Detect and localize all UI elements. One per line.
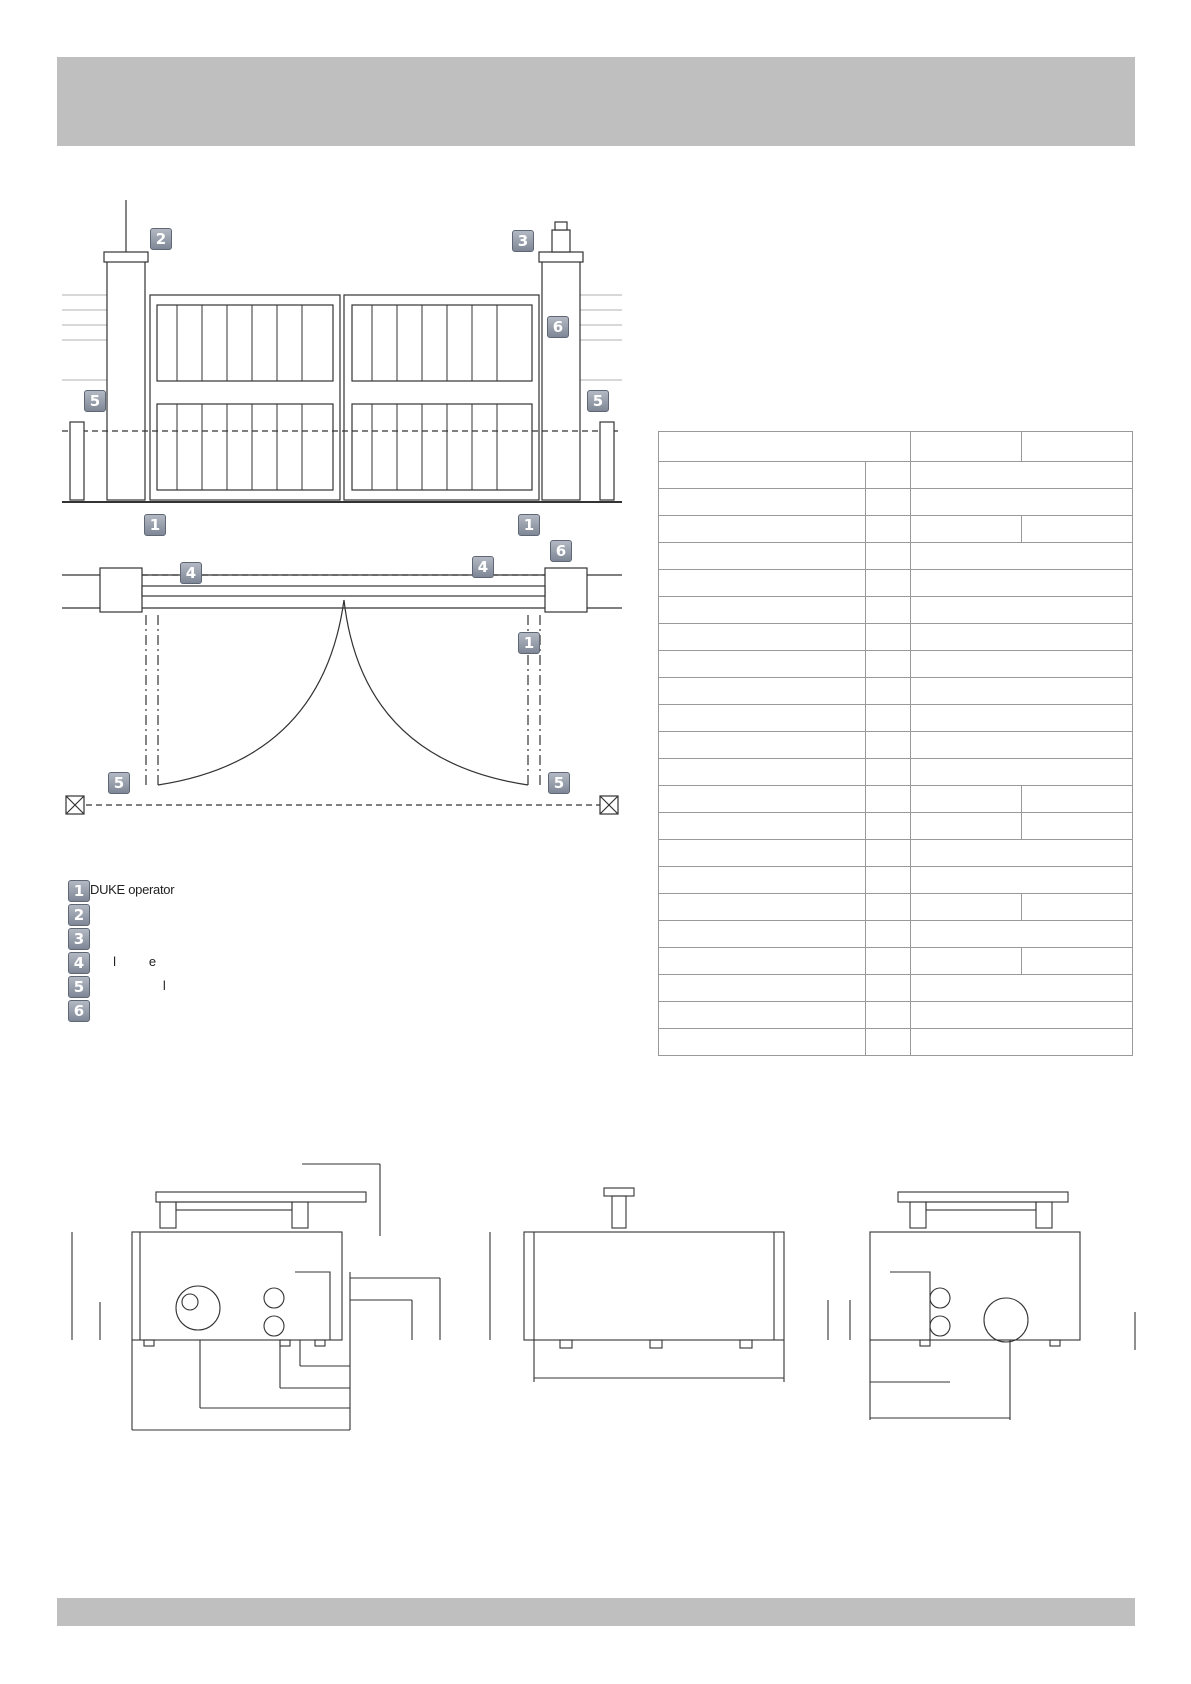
table-cell: [911, 705, 1133, 732]
table-cell: [1022, 813, 1133, 840]
table-cell: [659, 975, 866, 1002]
table-cell: [911, 597, 1133, 624]
table-cell: [911, 1029, 1133, 1056]
table-cell: [659, 759, 866, 786]
table-header-cell: [659, 432, 911, 462]
header-band: [57, 57, 1135, 146]
callout-1: 1: [144, 514, 166, 536]
callout-3: 3: [512, 230, 534, 252]
legend-badge: 4: [68, 952, 90, 974]
callout-2: 2: [150, 228, 172, 250]
table-cell: [866, 759, 911, 786]
table-cell: [1022, 948, 1133, 975]
legend-text: DUKE operator: [90, 882, 175, 897]
table-header-row: [659, 432, 1133, 462]
table-cell: [659, 948, 866, 975]
legend-item: [68, 928, 588, 952]
table-cell: [911, 489, 1133, 516]
table-cell: [659, 678, 866, 705]
table-cell: [911, 759, 1133, 786]
table-row: [659, 624, 1133, 651]
table-cell: [659, 543, 866, 570]
legend-badge: 1: [68, 880, 90, 902]
table-row: [659, 894, 1133, 921]
table-row: [659, 840, 1133, 867]
table-cell: [1022, 516, 1133, 543]
callout-5: 5: [108, 772, 130, 794]
table-cell: [659, 786, 866, 813]
table-cell: [911, 840, 1133, 867]
table-header-cell: [1022, 432, 1133, 462]
side-view-left: [72, 1164, 440, 1430]
legend-item: [68, 952, 588, 976]
gate-installation-figure: [62, 200, 622, 835]
callout-6: 6: [547, 316, 569, 338]
table-row: [659, 786, 1133, 813]
callout-4: 4: [180, 562, 202, 584]
table-cell: [866, 840, 911, 867]
table-row: [659, 597, 1133, 624]
table-cell: [911, 732, 1133, 759]
table-cell: [866, 894, 911, 921]
table-cell: [911, 894, 1022, 921]
table-row: [659, 462, 1133, 489]
table-cell: [866, 921, 911, 948]
dimension-drawings-svg: [60, 1160, 1140, 1450]
table-cell: [866, 489, 911, 516]
callout-4: 4: [472, 556, 494, 578]
table-row: [659, 732, 1133, 759]
table-cell: [866, 732, 911, 759]
legend-text: l: [90, 978, 166, 993]
table-row: [659, 678, 1133, 705]
table-cell: [866, 678, 911, 705]
callout-1: 1: [518, 514, 540, 536]
table-cell: [659, 921, 866, 948]
table-cell: [659, 462, 866, 489]
table-cell: [911, 543, 1133, 570]
footer-band: [57, 1598, 1135, 1626]
table-cell: [866, 813, 911, 840]
table-cell: [911, 921, 1133, 948]
table-cell: [659, 732, 866, 759]
table-cell: [866, 543, 911, 570]
table-cell: [866, 597, 911, 624]
legend-badge: 2: [68, 904, 90, 926]
callout-6: 6: [550, 540, 572, 562]
side-view-right: [828, 1192, 1135, 1420]
table-cell: [866, 570, 911, 597]
table-cell: [866, 462, 911, 489]
callout-1: 1: [518, 632, 540, 654]
legend-item: [68, 976, 588, 1000]
table-row: [659, 759, 1133, 786]
table-cell: [659, 489, 866, 516]
table-row: [659, 489, 1133, 516]
table-cell: [866, 948, 911, 975]
table-cell: [866, 1029, 911, 1056]
table-cell: [659, 624, 866, 651]
table-cell: [866, 867, 911, 894]
table-row: [659, 516, 1133, 543]
table-row: [659, 1002, 1133, 1029]
legend-badge: 3: [68, 928, 90, 950]
dimension-drawings: [60, 1160, 1140, 1455]
table-cell: [866, 516, 911, 543]
callout-5: 5: [84, 390, 106, 412]
table-cell: [911, 867, 1133, 894]
table-cell: [659, 1029, 866, 1056]
table-cell: [659, 813, 866, 840]
table-cell: [866, 1002, 911, 1029]
table-row: [659, 705, 1133, 732]
callout-5: 5: [587, 390, 609, 412]
table-body: [659, 462, 1133, 1056]
table-row: [659, 867, 1133, 894]
table-cell: [866, 705, 911, 732]
table-cell: [911, 813, 1022, 840]
table-cell: [659, 570, 866, 597]
table-cell: [1022, 786, 1133, 813]
table-cell: [1022, 894, 1133, 921]
callout-5: 5: [548, 772, 570, 794]
table-cell: [659, 894, 866, 921]
table-header-cell: [911, 432, 1022, 462]
legend-badge: 6: [68, 1000, 90, 1022]
table-row: [659, 921, 1133, 948]
table-cell: [659, 516, 866, 543]
table-row: [659, 651, 1133, 678]
table-cell: [911, 624, 1133, 651]
legend-text: l e: [90, 954, 156, 969]
table-row: [659, 543, 1133, 570]
table-cell: [911, 786, 1022, 813]
legend-item: [68, 904, 588, 928]
table-cell: [911, 516, 1022, 543]
legend-item: [68, 1000, 588, 1024]
table-cell: [659, 840, 866, 867]
table-cell: [866, 624, 911, 651]
legend-badge: 5: [68, 976, 90, 998]
table-row: [659, 975, 1133, 1002]
table-cell: [659, 1002, 866, 1029]
table-cell: [911, 462, 1133, 489]
table-cell: [911, 1002, 1133, 1029]
table-row: [659, 1029, 1133, 1056]
table-cell: [911, 570, 1133, 597]
front-view: [490, 1188, 784, 1382]
table-cell: [911, 678, 1133, 705]
table-cell: [866, 975, 911, 1002]
table-cell: [659, 867, 866, 894]
table-cell: [866, 786, 911, 813]
legend-item: [68, 880, 588, 904]
table-cell: [911, 975, 1133, 1002]
table-cell: [659, 705, 866, 732]
table-cell: [911, 651, 1133, 678]
table-cell: [911, 948, 1022, 975]
table-cell: [659, 651, 866, 678]
table-row: [659, 570, 1133, 597]
table-row: [659, 813, 1133, 840]
table-cell: [659, 597, 866, 624]
table-cell: [866, 651, 911, 678]
legend: [68, 880, 588, 1024]
specifications-table: [658, 431, 1133, 1056]
table-row: [659, 948, 1133, 975]
